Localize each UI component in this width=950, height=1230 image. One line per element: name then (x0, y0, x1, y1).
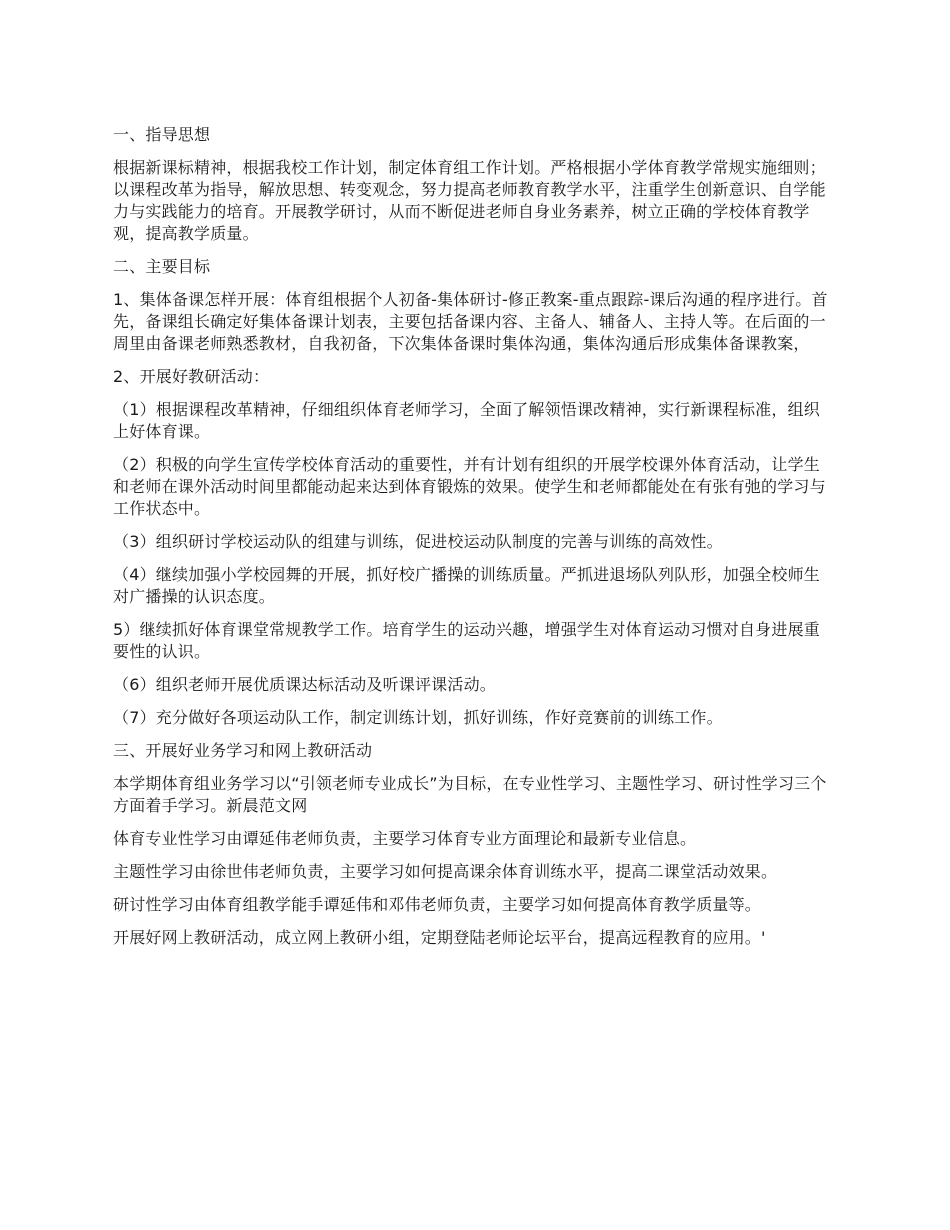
section-heading-main-goals: 二、主要目标 (113, 257, 211, 276)
list-item-3: （3）组织研讨学校运动队的组建与训练，促进校运动队制度的完善与训练的高效性。 (113, 532, 723, 551)
section-heading-guiding-ideology: 一、指导思想 (113, 125, 211, 144)
paragraph-teaching-research: 2、开展好教研活动： (113, 367, 270, 386)
list-item-2: （2）积极的向学生宣传学校体育活动的重要性，并有计划有组织的开展学校课外体育活动，让学生和老师在课外活动时间里都能动起来达到体育锻炼的效果。使学生和老师都能处在有张有弛的学习与工作状态中。 (113, 455, 826, 518)
list-item-5: 5）继续抓好体育课堂常规教学工作。培育学生的运动兴趣，增强学生对体育运动习惯对自身进展重要性的认识。 (113, 620, 820, 661)
list-item-6: （6）组织老师开展优质课达标活动及听课评课活动。 (113, 675, 496, 694)
paragraph-guiding-ideology: 根据新课标精神，根据我校工作计划，制定体育组工作计划。严格根据小学体育教学常规实施细则；以课程改革为指导，解放思想、转变观念，努力提高老师教育教学水平，注重学生创新意识、自学能力与实践能力的培育。开展教学研讨，从而不断促进老师自身业务素养，树立正确的学校体育教学观，提高教学质量。 (113, 158, 826, 243)
paragraph-collective-lesson-prep: 1、集体备课怎样开展：体育组根据个人初备-集体研讨-修正教案-重点跟踪-课后沟通的程序进行。首先，备课组长确定好集体备课计划表，主要包括备课内容、主备人、辅备人、主持人等。在后面的一周里由备课老师熟悉教材，自我初备，下次集体备课时集体沟通，集体沟通后形成集体备课教案， (113, 290, 828, 353)
list-item-4: （4）继续加强小学校园舞的开展，抓好校广播操的训练质量。严抓进退场队列队形，加强全校师生对广播操的认识态度。 (113, 565, 820, 606)
paragraph-online-research: 开展好网上教研活动，成立网上教研小组，定期登陆老师论坛平台，提高远程教育的应用。' (113, 928, 766, 947)
list-item-7: （7）充分做好各项运动队工作，制定训练计划，抓好训练，作好竞赛前的训练工作。 (113, 708, 723, 727)
section-heading-business-learning: 三、开展好业务学习和网上教研活动 (113, 741, 373, 760)
paragraph-professional-learning: 体育专业性学习由谭延伟老师负责，主要学习体育专业方面理论和最新专业信息。 (113, 829, 697, 848)
document-page (113, 124, 835, 960)
paragraph-thematic-learning: 主题性学习由徐世伟老师负责，主要学习如何提高课余体育训练水平，提高二课堂活动效果。 (113, 862, 778, 881)
paragraph-research-learning: 研讨性学习由体育组教学能手谭延伟和邓伟老师负责，主要学习如何提高体育教学质量等。 (113, 895, 762, 914)
list-item-1: （1）根据课程改革精神，仔细组织体育老师学习，全面了解领悟课改精神，实行新课程标准，组织上好体育课。 (113, 400, 820, 441)
paragraph-learning-goal: 本学期体育组业务学习以“引领老师专业成长”为目标，在专业性学习、主题性学习、研讨性学习三个方面着手学习。新晨范文网 (113, 774, 827, 815)
